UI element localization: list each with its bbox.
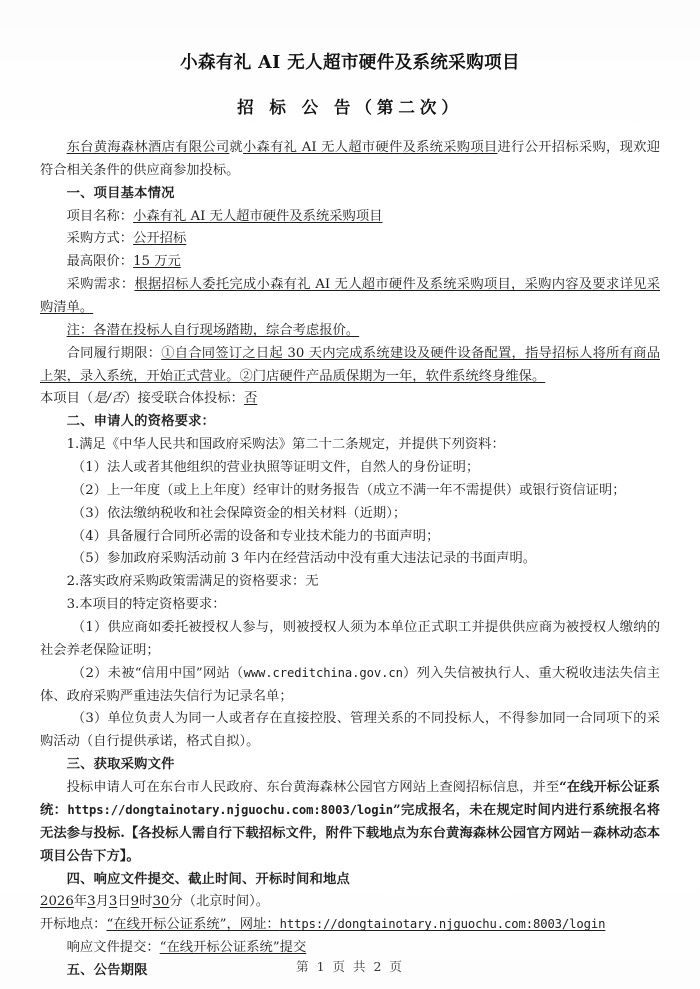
field-procurement-demand bbox=[40, 274, 660, 320]
qualification-item-1-sub-3: （3）依法缴纳税收和社会保障资金的相关材料（近期）； bbox=[71, 505, 407, 521]
field-procurement-method-label: 采购方式： bbox=[66, 231, 134, 247]
bid-opening-venue-value: “在线开标公证系统”，网址： bbox=[106, 917, 280, 933]
site-survey-note bbox=[40, 320, 660, 343]
response-submission-value: “在线开标公证系统”提交 bbox=[159, 940, 307, 956]
credit-china-pre: （2）未被“信用中国”网站（ bbox=[71, 665, 244, 681]
deadline-minute-unit: 分 bbox=[169, 894, 183, 910]
deadline-hour-unit: 时 bbox=[139, 894, 153, 910]
bid-opening-venue bbox=[40, 914, 660, 937]
section-3-body-pre: 投标申请人可在东台市人民政府、东台黄海森林公园官方网站上查阅招标信息，并至 bbox=[66, 780, 560, 796]
consortium-label-italic: 是/否 bbox=[93, 391, 125, 407]
qualification-item-3: 3.本项目的特定资格要求： bbox=[66, 597, 226, 613]
deadline-year: 2026 bbox=[40, 894, 74, 910]
field-max-price-value: 15 万元 bbox=[133, 254, 181, 270]
intro-connector: 就 bbox=[229, 140, 243, 155]
qualification-item-1-sub-5: （5）参加政府采购活动前 3 年内在经营活动中没有重大违法记录的书面声明。 bbox=[71, 551, 537, 567]
submission-deadline bbox=[40, 891, 660, 914]
bid-opening-venue-label: 开标地点： bbox=[40, 917, 107, 933]
consortium-acceptance bbox=[40, 388, 660, 411]
bid-opening-venue-url: https://dongtainotary.njguochu.com:8003/login bbox=[279, 917, 606, 932]
response-submission-label: 响应文件提交： bbox=[66, 940, 160, 956]
page-footer: 第 1 页 共 2 页 bbox=[296, 959, 404, 974]
online-bid-system-url: https://dongtainotary.njguochu.com:8003/login bbox=[67, 802, 394, 817]
deadline-month: 3 bbox=[87, 894, 96, 910]
field-max-price-label: 最高限价： bbox=[66, 254, 134, 270]
field-project-name-label: 项目名称： bbox=[66, 208, 134, 224]
field-procurement-demand-value: 根据招标人委托完成小森有礼 AI 无人超市硬件及系统采购项目，采购内容及要求详见采购清单。 bbox=[40, 277, 661, 316]
consortium-label-pre: 本项目（ bbox=[40, 391, 94, 407]
deadline-hour: 9 bbox=[130, 894, 140, 910]
field-procurement-method-value: 公开招标 bbox=[133, 231, 187, 247]
section-2-heading: 二、申请人的资格要求： bbox=[66, 414, 216, 430]
intro-project-name: 小森有礼 AI 无人超市硬件及系统采购项目 bbox=[242, 140, 498, 155]
section-3-heading: 三、获取采购文件 bbox=[66, 757, 175, 773]
field-procurement-method bbox=[40, 228, 660, 251]
qualification-item-3-sub-1: （1）供应商如委托被授权人参与，则被授权人须为本单位正式职工并提供供应商为被授权人缴纳的社会养老保险证明； bbox=[40, 620, 660, 658]
section-1-heading: 一、项目基本情况 bbox=[66, 185, 175, 201]
qualification-item-3-sub-2 bbox=[40, 663, 660, 709]
qualification-item-1-sub-1: （1）法人或者其他组织的营业执照等证明文件，自然人的身份证明； bbox=[71, 460, 480, 476]
section-5-heading: 五、公告期限 bbox=[66, 962, 148, 978]
deadline-day: 3 bbox=[108, 894, 118, 910]
consortium-value: 否 bbox=[243, 391, 258, 407]
field-project-name bbox=[40, 206, 660, 229]
qualification-item-1-sub-2: （2）上一年度（或上上年度）经审计的财务报告（成立不满一年不需提供）或银行资信证明； bbox=[71, 482, 626, 498]
qualification-item-1-sub-4: （4）具备履行合同所必需的设备和专业技术能力的书面声明； bbox=[71, 528, 440, 544]
section-3-body bbox=[40, 777, 660, 868]
section-4-heading: 四、响应文件提交、截止时间、开标时间和地点 bbox=[66, 871, 351, 887]
credit-china-post: ）列入失信被执行人、重大税收违法失信主体、政府采购严重违法失信行为记录名单； bbox=[40, 665, 660, 704]
site-survey-note-text: 注：各潜在投标人自行现场踏勘，综合考虑报价。 bbox=[66, 322, 360, 338]
intro-tail: 进行公开招标采购，现欢迎符合相关条件的供应商参加投标。 bbox=[40, 140, 661, 178]
consortium-label-post: ）接受联合体投标： bbox=[124, 391, 244, 407]
page-subtitle: 招 标 公 告（第二次） bbox=[237, 98, 463, 118]
deadline-day-unit: 日 bbox=[117, 894, 131, 910]
credit-china-url: www.creditchina.gov.cn bbox=[243, 665, 403, 680]
intro-paragraph bbox=[40, 137, 660, 183]
online-bid-system-label: “在线开标公证系统： bbox=[40, 780, 660, 818]
document-body bbox=[40, 137, 660, 983]
contract-period bbox=[40, 343, 660, 389]
qualification-item-2: 2.落实政府采购政策需满足的资格要求：无 bbox=[66, 574, 319, 590]
qualification-item-1: 1.满足《中华人民共和国政府采购法》第二十二条规定，并提供下列资料： bbox=[66, 437, 505, 453]
purchaser-name: 东台黄海森林酒店有限公司 bbox=[66, 140, 230, 155]
contract-period-value: ①自合同签订之日起 30 天内完成系统建设及硬件设备配置，指导招标人将所有商品上架，录入系统，开始正式营业。②门店硬件产品质保期为一年，软件系统终身维保。 bbox=[40, 345, 661, 384]
section-3-body-post: ”完成报名，未在规定时间内进行系统报名将无法参与投标.【各投标人需自行下载招标文件，附件下载地点为东台黄海森林公园官方网站－森林动态本项目公告下方】。 bbox=[40, 802, 661, 864]
deadline-minute: 30 bbox=[152, 894, 170, 910]
deadline-year-unit: 年 bbox=[73, 894, 88, 910]
qualification-item-3-sub-3: （3）单位负责人为同一人或者存在直接控股、管理关系的不同投标人，不得参加同一合同项下的采购活动（自行提供承诺，格式自拟）。 bbox=[40, 711, 660, 750]
field-max-price bbox=[40, 251, 660, 274]
field-project-name-value: 小森有礼 AI 无人超市硬件及系统采购项目 bbox=[133, 208, 383, 224]
contract-period-label: 合同履行期限： bbox=[66, 345, 162, 361]
page-title: 小森有礼 AI 无人超市硬件及系统采购项目 bbox=[180, 53, 520, 73]
deadline-timezone: （北京时间）。 bbox=[182, 894, 270, 910]
field-procurement-demand-label: 采购需求： bbox=[66, 277, 135, 293]
deadline-month-unit: 月 bbox=[95, 894, 109, 910]
